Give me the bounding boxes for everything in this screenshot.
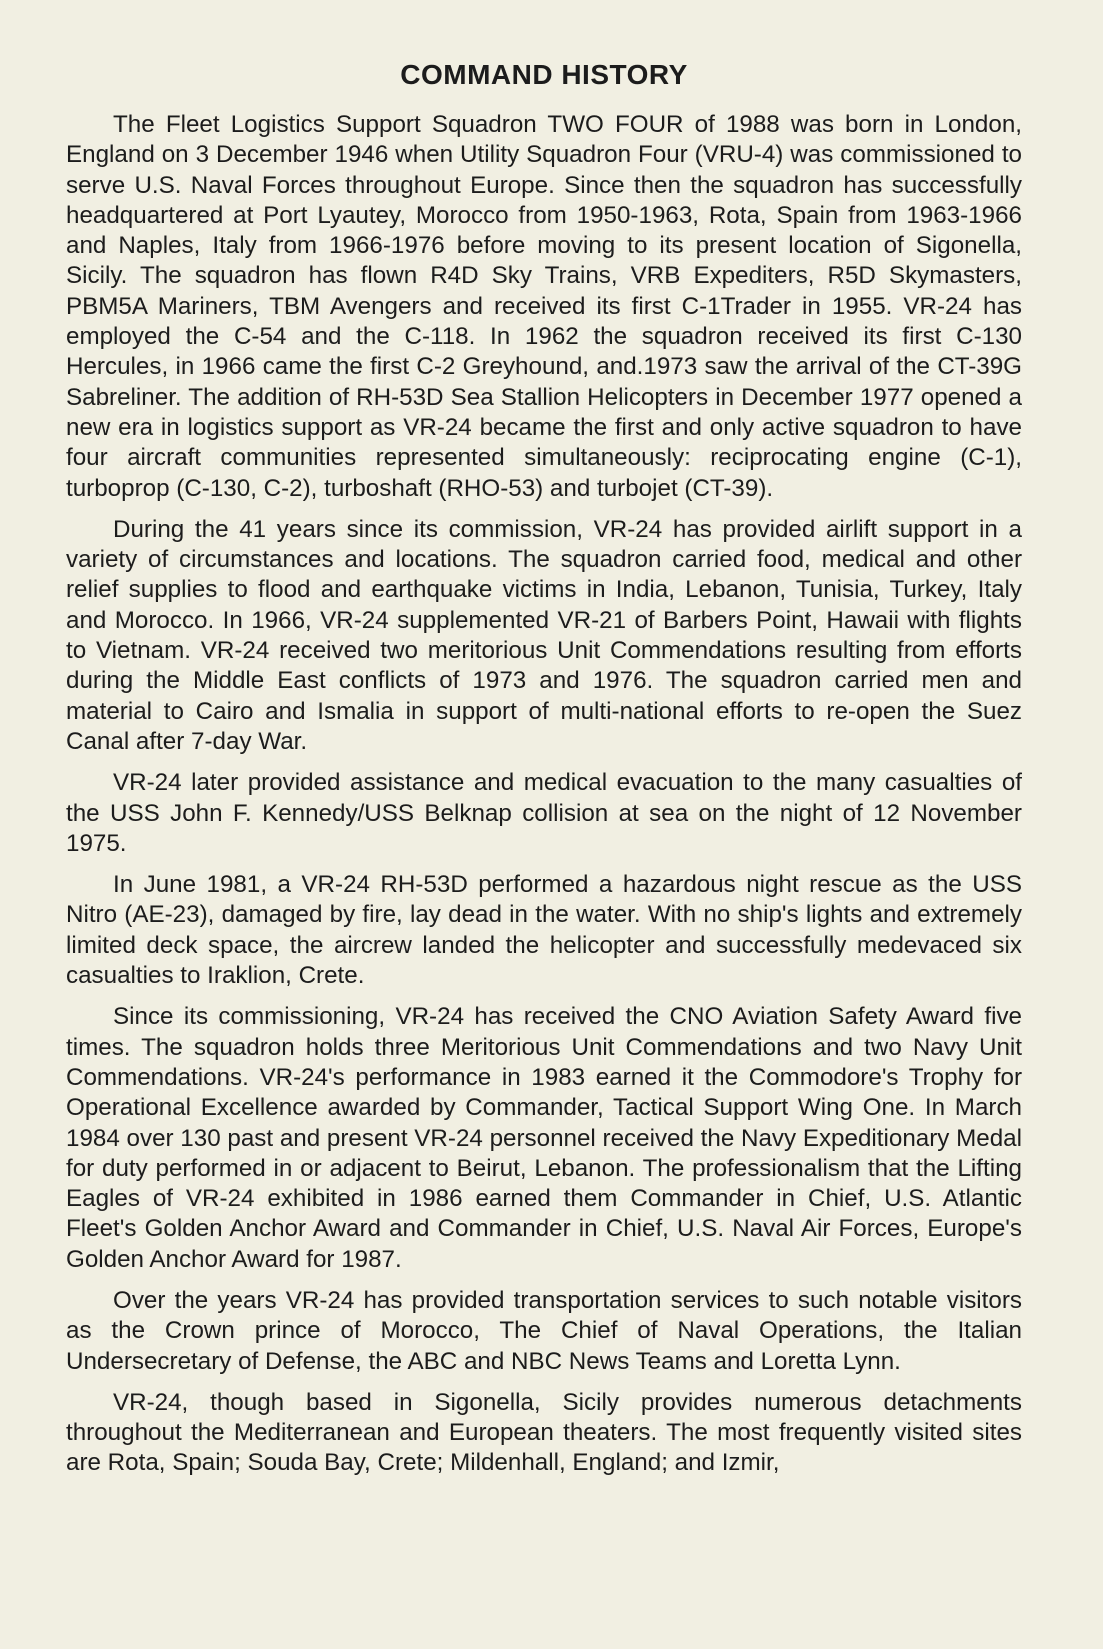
paragraph-airlift-support: During the 41 years since its commission, VR-24 has provided airlift support in a variety of circumstances and locations. The squadron carried food, medical and other relief supplies to flood and earthquake victims in India, Lebanon, Tunisia, Turkey, Italy and Morocco. In 1966, VR-24 supplemented VR-21 of Barbers Point, Hawaii with flights to Vietnam. VR-24 received two meritorious Unit Commendations resulting from efforts during the Middle East conflicts of 1973 and 1976. The squadron carried men and material to Cairo and Ismalia in support of multi-national efforts to re-open the Suez Canal after 7-day War. bbox=[66, 515, 1022, 755]
paragraph-awards: Since its commissioning, VR-24 has received the CNO Aviation Safety Award five times. The squadron holds three Meritorious Unit Commendations and two Navy Unit Commendations. VR-24's performance in 1983 earned it the Commodore's Trophy for Operational Excellence awarded by Commander, Tactical Support Wing One. In March 1984 over 130 past and present VR-24 personnel received the Navy Expeditionary Medal for duty performed in or adjacent to Beirut, Lebanon. The professionalism that the Lifting Eagles of VR-24 exhibited in 1986 earned them Commander in Chief, U.S. Atlantic Fleet's Golden Anchor Award and Commander in Chief, U.S. Naval Air Forces, Europe's Golden Anchor Award for 1987. bbox=[66, 1003, 1022, 1273]
paragraph-origins: The Fleet Logistics Support Squadron TWO FOUR of 1988 was born in London, England on 3 December 1946 when Utility Squadron Four (VRU-4) was commissioned to serve U.S. Naval Forces throughout Europe. Since then the squadron has successfully headquartered at Port Lyautey, Morocco from 1950-1963, Rota, Spain from 1963-1966 and Naples, Italy from 1966-1976 before moving to its present location of Sigonella, Sicily. The squadron has flown R4D Sky Trains, VRB Expediters, R5D Skymasters, PBM5A Mariners, TBM Avengers and received its first C-1Trader in 1955. VR-24 has employed the C-54 and the C-118. In 1962 the squadron received its first C-130 Hercules, in 1966 came the first C-2 Greyhound, and.1973 saw the arrival of the CT-39G Sabreliner. The addition of RH-53D Sea Stallion Helicopters in December 1977 opened a new era in logistics support as VR-24 became the first and only active squadron to have four aircraft communities represented simultaneously: reciprocating engine (C-1), turboprop (C-130, C-2), turboshaft (RHO-53) and turbojet (CT-39). bbox=[66, 111, 1022, 502]
document-page bbox=[66, 58, 1022, 1490]
paragraph-kennedy-belknap: VR-24 later provided assistance and medical evacuation to the many casualties of the USS John F. Kennedy/USS Belknap collision at sea on the night of 12 November 1975. bbox=[66, 769, 1022, 857]
page-title: COMMAND HISTORY bbox=[400, 59, 688, 90]
paragraph-notable-visitors: Over the years VR-24 has provided transportation services to such notable visitors as the Crown prince of Morocco, The Chief of Naval Operations, the Italian Undersecretary of Defense, the ABC and NBC News Teams and Loretta Lynn. bbox=[66, 1286, 1022, 1375]
paragraph-nitro-rescue: In June 1981, a VR-24 RH-53D performed a hazardous night rescue as the USS Nitro (AE-23), damaged by fire, lay dead in the water. With no ship's lights and extremely limited deck space, the aircrew landed the helicopter and successfully medevaced six casualties to Iraklion, Crete. bbox=[66, 871, 1022, 990]
paragraph-detachments: VR-24, though based in Sigonella, Sicily provides numerous detachments throughout the Mediterranean and European theaters. The most frequently visited sites are Rota, Spain; Souda Bay, Crete; Mildenhall, England; and Izmir, bbox=[66, 1388, 1022, 1477]
